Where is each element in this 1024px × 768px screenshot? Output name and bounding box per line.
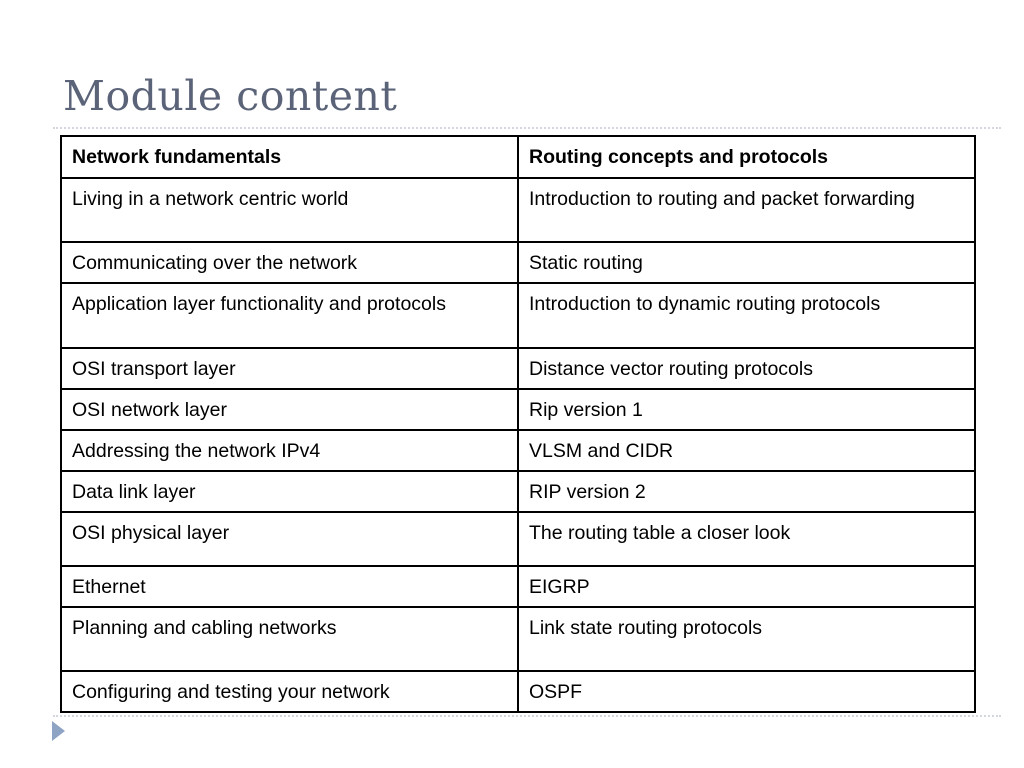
table-cell: OSI physical layer [61,512,518,566]
table-cell: Application layer functionality and protocols [61,283,518,348]
table-cell: Link state routing protocols [518,607,975,671]
slide-title: Module content [63,72,398,120]
table-cell: Distance vector routing protocols [518,348,975,389]
table-row [61,607,975,671]
table-cell: Planning and cabling networks [61,607,518,671]
table-row [61,178,975,242]
footer-divider [53,715,1001,717]
header-routing-concepts: Routing concepts and protocols [518,136,975,178]
header-network-fundamentals: Network fundamentals [61,136,518,178]
table-cell: EIGRP [518,566,975,607]
table-row [61,430,975,471]
table-cell: OSI transport layer [61,348,518,389]
table-cell: OSPF [518,671,975,712]
table-row [61,283,975,348]
table-cell: Ethernet [61,566,518,607]
title-divider [53,127,1001,129]
table-cell: Data link layer [61,471,518,512]
table-cell: Configuring and testing your network [61,671,518,712]
table-row [61,566,975,607]
table-cell: Living in a network centric world [61,178,518,242]
table-cell: Static routing [518,242,975,283]
table-cell: RIP version 2 [518,471,975,512]
table-row [61,389,975,430]
triangle-right-icon [52,721,65,741]
table-row [61,348,975,389]
table-cell: VLSM and CIDR [518,430,975,471]
table-cell: Rip version 1 [518,389,975,430]
module-content-table [60,135,976,713]
table-cell: Communicating over the network [61,242,518,283]
table-cell: OSI network layer [61,389,518,430]
table-row [61,671,975,712]
table-row [61,242,975,283]
table-row [61,471,975,512]
table-cell: Introduction to dynamic routing protocols [518,283,975,348]
table-row [61,512,975,566]
table-cell: Introduction to routing and packet forwarding [518,178,975,242]
table-header-row [61,136,975,178]
table-cell: The routing table a closer look [518,512,975,566]
table-cell: Addressing the network IPv4 [61,430,518,471]
